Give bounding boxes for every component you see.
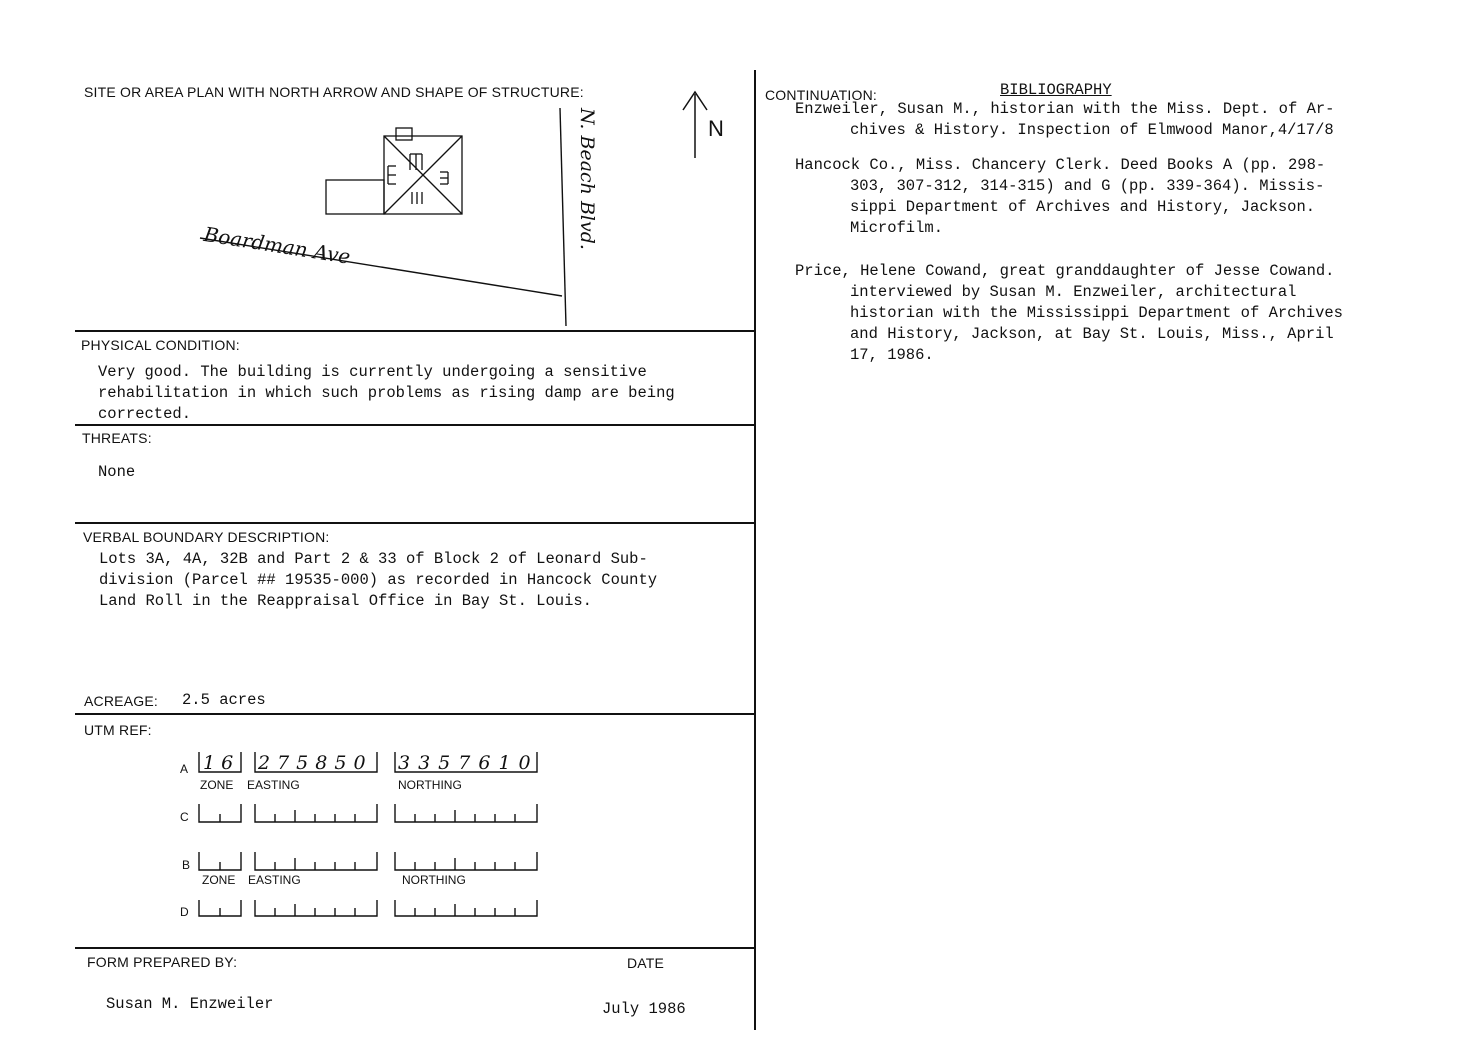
acreage-value: 2.5 acres	[182, 691, 266, 709]
bib-3-line-1: Price, Helene Cowand, great granddaughter of Jesse Cowand.	[795, 262, 1335, 280]
north-arrow-icon	[683, 92, 707, 158]
bib-1-line-1: Enzweiler, Susan M., historian with the Miss. Dept. of Ar-	[795, 100, 1335, 118]
utm-heading: UTM REF:	[84, 722, 152, 738]
bib-3-line-3: historian with the Mississippi Department of Archives	[850, 304, 1343, 322]
physical-line-1: Very good. The building is currently undergoing a sensitive	[98, 363, 647, 381]
bibliography-entry-3	[795, 261, 1395, 366]
north-label: N	[708, 116, 725, 141]
street-label-boardman: Boardman Ave	[202, 222, 353, 269]
threats-text: None	[98, 463, 136, 481]
prepared-by-label: FORM PREPARED BY:	[87, 954, 238, 970]
continuation-label: CONTINUATION:	[765, 87, 878, 103]
bib-1-line-2: chives & History. Inspection of Elmwood Manor,4/17/8	[850, 121, 1334, 139]
bib-3-line-2: interviewed by Susan M. Enzweiler, architectural	[850, 283, 1297, 301]
bib-2-line-3: sippi Department of Archives and History, Jackson.	[850, 198, 1316, 216]
bibliography-entry-2	[795, 155, 1395, 239]
threats-heading: THREATS:	[82, 430, 152, 446]
verbal-boundary-text	[99, 549, 657, 612]
utm-grid	[195, 748, 555, 923]
bib-2-line-4: Microfilm.	[850, 219, 944, 237]
divider-prepared	[75, 947, 755, 949]
physical-line-2: rehabilitation in which such problems as rising damp are being	[98, 384, 675, 402]
utm-row-a-letter: A	[180, 762, 189, 776]
structure-outline-icon	[326, 128, 462, 214]
physical-condition-text	[98, 362, 675, 425]
divider-physical	[75, 330, 755, 332]
bib-3-line-4: and History, Jackson, at Bay St. Louis, Miss., April	[850, 325, 1334, 343]
bib-2-line-2: 303, 307-312, 314-315) and G (pp. 339-364). Missis-	[850, 177, 1325, 195]
prepared-date: July 1986	[602, 1000, 686, 1018]
physical-condition-heading: PHYSICAL CONDITION:	[81, 337, 240, 353]
utm-zone-label-1: ZONE	[200, 778, 234, 792]
utm-northing-label-1: NORTHING	[398, 778, 462, 792]
boundary-line-3: Land Roll in the Reappraisal Office in Bay St. Louis.	[99, 592, 592, 610]
utm-row-a-northing: 3357610	[398, 752, 539, 774]
divider-utm	[75, 713, 755, 715]
continuation-title: BIBLIOGRAPHY	[1000, 81, 1112, 99]
beach-blvd-line	[560, 108, 566, 326]
preparer-name: Susan M. Enzweiler	[106, 995, 274, 1013]
bib-3-line-5: 17, 1986.	[850, 346, 934, 364]
utm-northing-label-2: NORTHING	[402, 873, 466, 887]
utm-zone-label-2: ZONE	[202, 873, 236, 887]
utm-row-d-letter: D	[180, 905, 189, 919]
utm-row-a-zone: 16	[203, 752, 240, 774]
utm-row-b-letter: B	[182, 858, 191, 872]
site-plan-sketch	[180, 80, 740, 330]
utm-row-c-letter: C	[180, 810, 189, 824]
physical-line-3: corrected.	[98, 405, 192, 423]
divider-boundary	[75, 522, 755, 524]
verbal-boundary-heading: VERBAL BOUNDARY DESCRIPTION:	[83, 529, 330, 545]
utm-easting-label-1: EASTING	[247, 778, 300, 792]
column-divider	[754, 70, 756, 1030]
date-label: DATE	[627, 955, 665, 971]
boundary-line-1: Lots 3A, 4A, 32B and Part 2 & 33 of Block 2 of Leonard Sub-	[99, 550, 648, 568]
bib-2-line-1: Hancock Co., Miss. Chancery Clerk. Deed Books A (pp. 298-	[795, 156, 1326, 174]
utm-easting-label-2: EASTING	[248, 873, 301, 887]
boundary-line-2: division (Parcel ## 19535-000) as recorded in Hancock County	[99, 571, 658, 589]
site-plan-heading: SITE OR AREA PLAN WITH NORTH ARROW AND SHAPE OF STRUCTURE:	[84, 84, 584, 100]
utm-row-a-easting: 275850	[258, 752, 373, 774]
bibliography-entry-1	[795, 99, 1395, 141]
acreage-label: ACREAGE:	[84, 693, 158, 709]
street-label-beach: N. Beach Blvd.	[576, 108, 598, 250]
